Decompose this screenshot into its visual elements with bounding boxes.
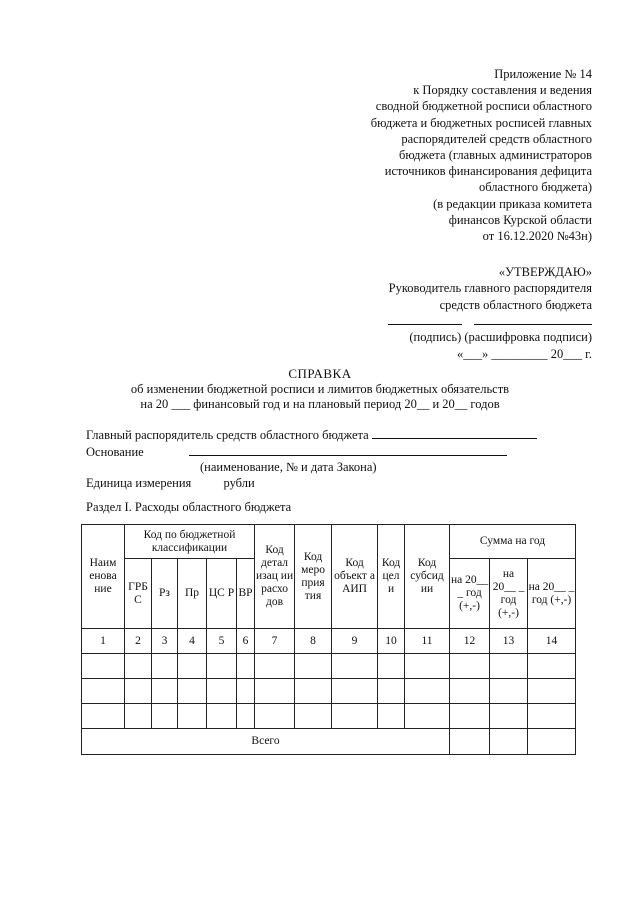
table-row [82, 654, 576, 679]
header-name: Наим енова ние [82, 525, 125, 629]
basis-row [86, 444, 586, 461]
table-row [82, 704, 576, 729]
header-csr: ЦС Р [207, 559, 237, 629]
appendix-line: финансов Курской области [448, 212, 592, 227]
chief-input-line [372, 427, 537, 439]
column-number: 8 [295, 629, 332, 654]
approval-header: «УТВЕРЖДАЮ» [498, 265, 592, 279]
unit-row [86, 476, 586, 492]
column-number: 9 [332, 629, 378, 654]
column-number: 2 [125, 629, 152, 654]
appendix-line: от 16.12.2020 №43н) [482, 229, 592, 244]
column-number: 6 [237, 629, 255, 654]
column-number: 5 [207, 629, 237, 654]
appendix-line: бюджета и бюджетных росписей главных [370, 115, 592, 130]
appendix-line: (в редакции приказа комитета [433, 196, 592, 211]
document-title [0, 366, 640, 413]
basis-caption: (наименование, № и дата Закона) [200, 460, 377, 474]
column-number: 13 [490, 629, 528, 654]
column-number: 4 [178, 629, 207, 654]
chief-label: Главный распорядитель средств областного бюджета [86, 428, 369, 442]
column-number: 1 [82, 629, 125, 654]
header-subsidy-code: Код субсид ии [405, 525, 450, 629]
title-heading: СПРАВКА [288, 366, 352, 381]
header-year-3: на 20__ _ год (+,-) [528, 559, 576, 629]
column-number: 7 [255, 629, 295, 654]
signature-caption: (подпись) (расшифровка подписи) [409, 330, 592, 345]
title-period: на 20 ___ финансовый год и на плановый период 20__ и 20__ годов [140, 397, 500, 411]
header-vr: ВР [237, 559, 255, 629]
unit-value: рубли [223, 475, 255, 490]
header-year-1: на 20__ _ год (+,-) [450, 559, 490, 629]
header-rz: Рз [152, 559, 178, 629]
chief-row [86, 427, 586, 444]
appendix-line: Приложение № 14 [494, 67, 592, 81]
header-sum: Сумма на год [450, 525, 576, 559]
appendix-line: источников финансирования дефицита [384, 164, 592, 179]
basis-label: Основание [86, 444, 144, 459]
approval-position-line2: средств областного бюджета [439, 297, 592, 312]
column-number: 12 [450, 629, 490, 654]
header-year-2: на 20__ _ год (+,-) [490, 559, 528, 629]
section-title: Раздел I. Расходы областного бюджета [86, 500, 292, 514]
unit-label: Единица измерения [86, 475, 192, 490]
header-event-code: Код меро прия тия [295, 525, 332, 629]
appendix-line: сводной бюджетной росписи областного [375, 99, 592, 114]
header-purpose-code: Код цел и [378, 525, 405, 629]
header-budget-code: Код по бюджетной классификации [125, 525, 255, 559]
signature-lines [292, 313, 592, 329]
title-subject: об изменении бюджетной росписи и лимитов бюджетных обязательств [130, 381, 510, 396]
signature-line [388, 313, 462, 325]
approval-date-line: «___» _________ 20___ г. [457, 346, 592, 361]
basis-input-line [189, 444, 507, 456]
expenses-table [81, 524, 576, 755]
column-number: 10 [378, 629, 405, 654]
header-object-code: Код объект а АИП [332, 525, 378, 629]
appendix-line: распорядителей средств областного [401, 131, 592, 146]
header-grbs: ГРБ С [125, 559, 152, 629]
column-number: 11 [405, 629, 450, 654]
column-number-row [82, 629, 576, 654]
column-number: 14 [528, 629, 576, 654]
total-row [82, 729, 576, 755]
approval-block [292, 264, 592, 362]
total-label: Всего [82, 729, 450, 755]
appendix-line: бюджета (главных администраторов [398, 148, 592, 163]
signature-decode-line [474, 313, 592, 325]
table-row [82, 679, 576, 704]
appendix-block [292, 66, 592, 244]
column-number: 3 [152, 629, 178, 654]
header-pr: Пр [178, 559, 207, 629]
appendix-line: к Порядку составления и ведения [413, 83, 592, 98]
approval-position-line1: Руководитель главного распорядителя [388, 281, 592, 296]
appendix-line: областного бюджета) [479, 180, 592, 195]
form-fields [86, 427, 586, 491]
header-detail-code: Код детал изац ии расхо дов [255, 525, 295, 629]
